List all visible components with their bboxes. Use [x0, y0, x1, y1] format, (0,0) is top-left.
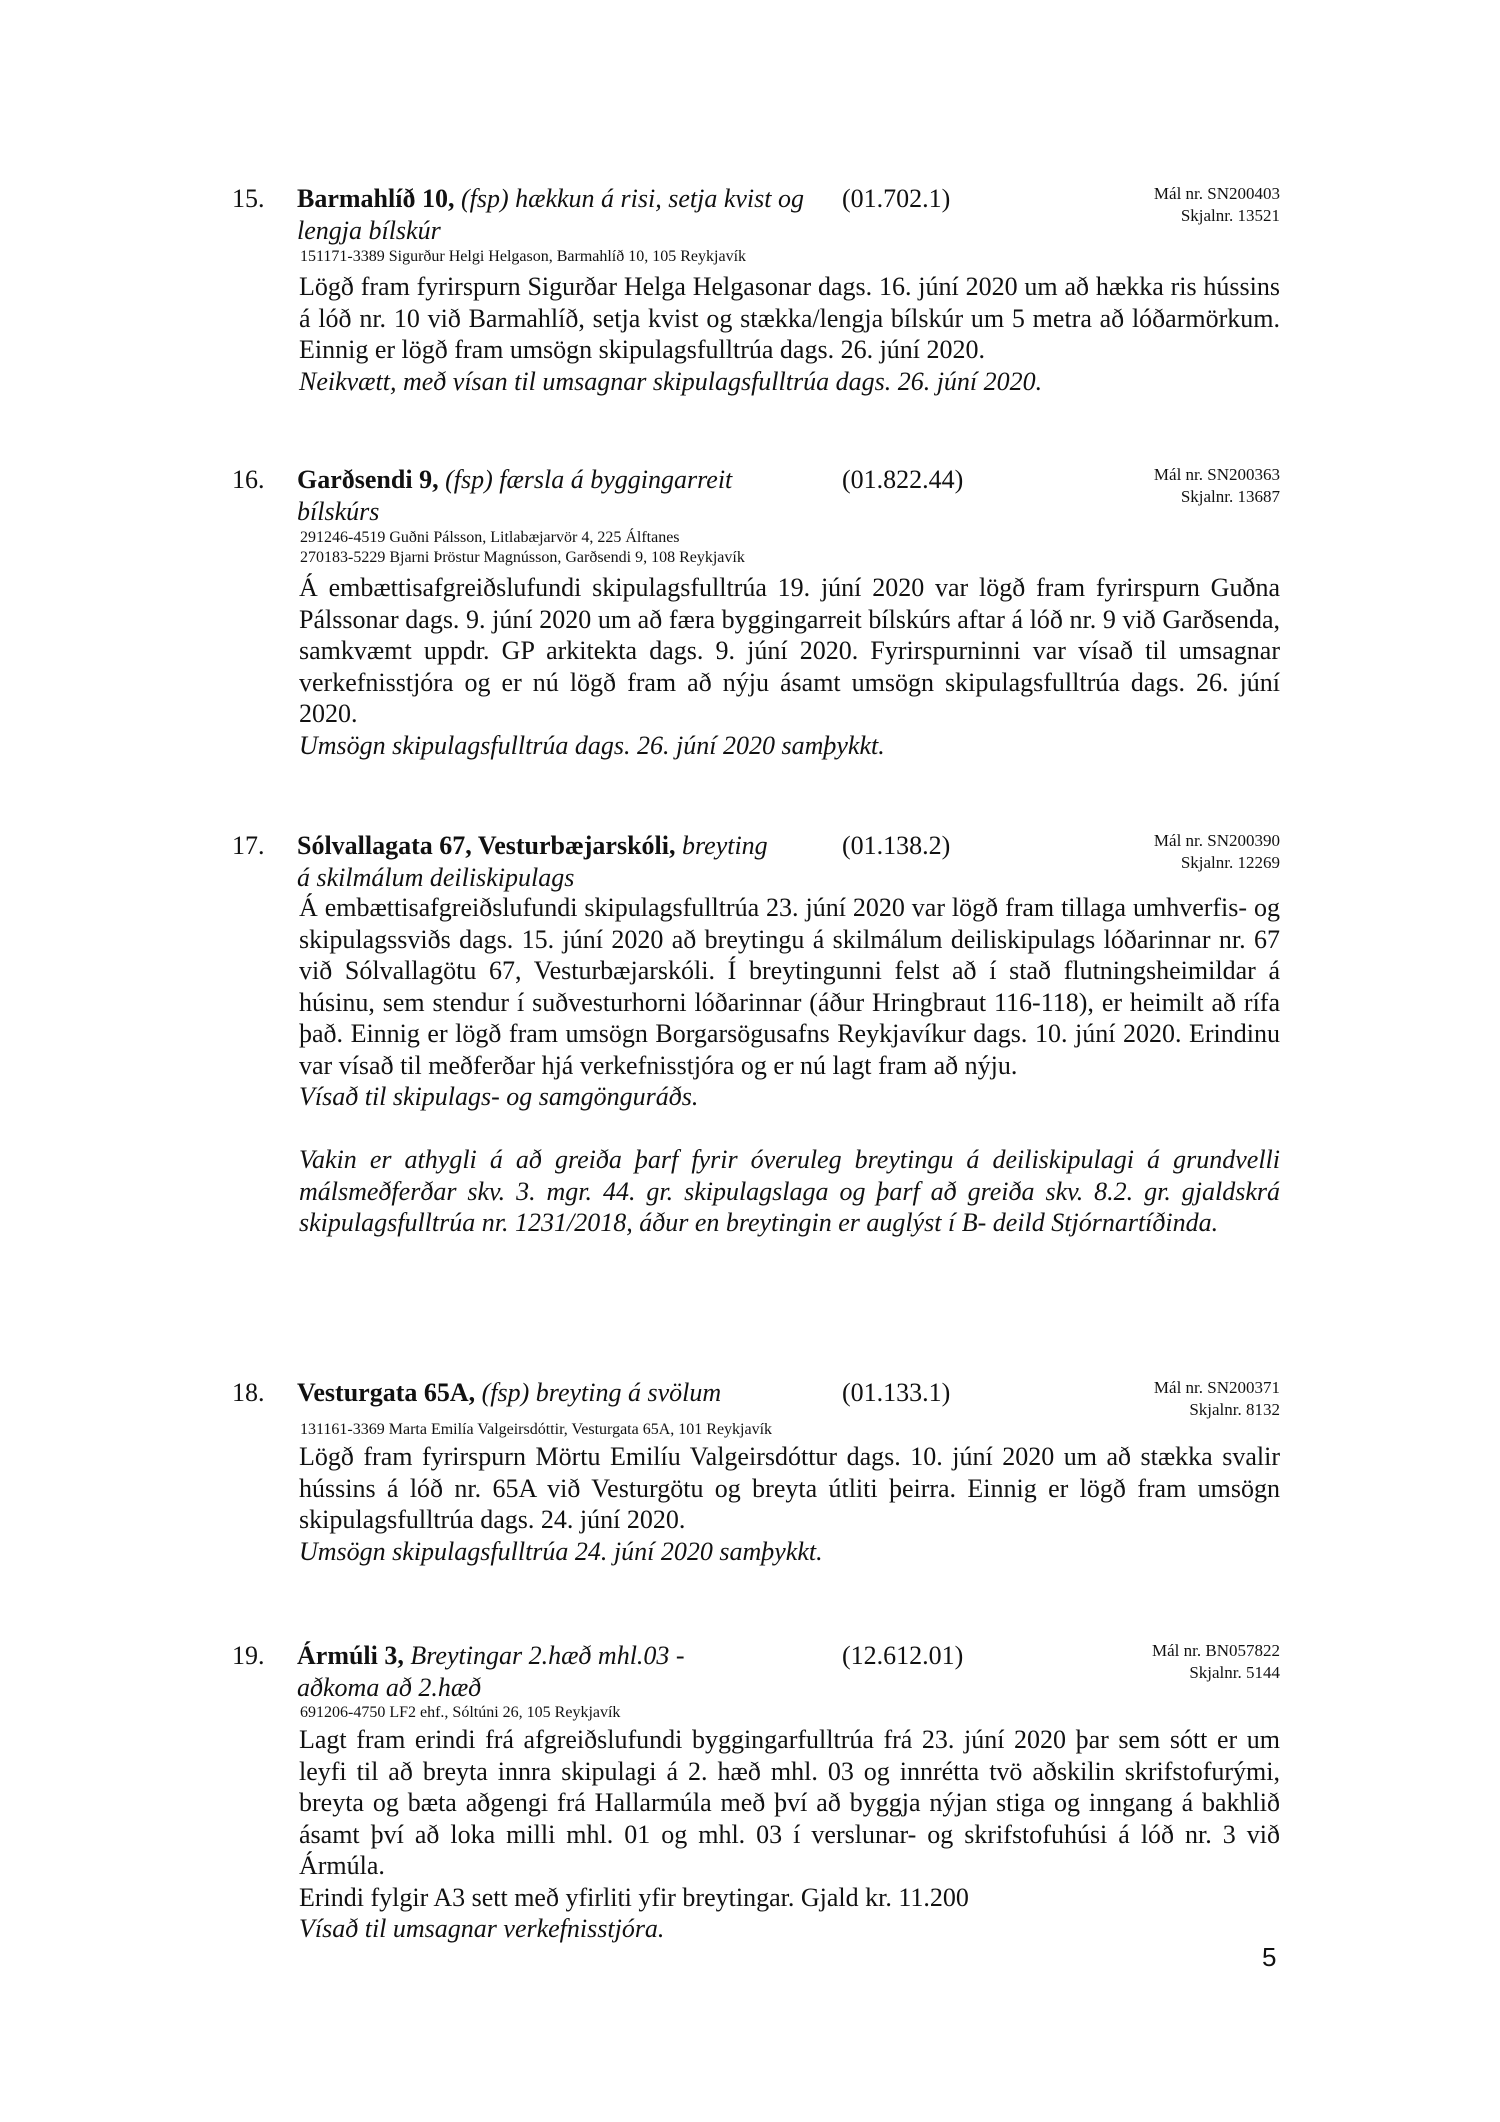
spacer — [299, 1113, 1280, 1145]
item-land-code: (01.133.1) — [842, 1378, 951, 1407]
item-subject: (fsp) hækkun á risi, setja kvist og lengja bílskúr — [297, 184, 804, 245]
item-paragraph: Lögð fram fyrirspurn Mörtu Emilíu Valgeirsdóttur dags. 10. júní 2020 um að stækka svalir hússins á lóð nr. 65A við Vesturgötu og breyta útliti þeirra. Einnig er lögð fram umsögn skipulagsfulltrúa dags. 24. júní 2020. — [299, 1442, 1280, 1534]
item-title — [297, 183, 817, 247]
page-number: 5 — [1262, 1942, 1277, 1972]
item-address: Vesturgata 65A, — [297, 1378, 476, 1407]
item-case-meta — [1154, 1377, 1280, 1421]
item-conclusion: Vísað til umsagnar verkefnisstjóra. — [299, 1914, 665, 1943]
item-paragraph: Erindi fylgir A3 sett með yfirliti yfir breytingar. Gjald kr. 11.200 — [299, 1882, 969, 1912]
item-number: 18. — [232, 1378, 265, 1407]
item-title — [297, 830, 777, 894]
item-number: 16. — [232, 465, 265, 494]
item-conclusion: Umsögn skipulagsfulltrúa 24. júní 2020 samþykkt. — [299, 1536, 823, 1566]
item-conclusion: Neikvætt, með vísan til umsagnar skipulagsfulltrúa dags. 26. júní 2020. — [299, 366, 1043, 396]
document-number: Skjalnr. 8132 — [1189, 1400, 1280, 1419]
item-number: 19. — [232, 1641, 265, 1670]
item-body — [299, 1441, 1280, 1567]
item-address: Barmahlíð 10, — [297, 184, 455, 213]
item-owners — [300, 1420, 772, 1440]
document-number: Skjalnr. 5144 — [1189, 1663, 1280, 1682]
item-paragraph: Lagt fram erindi frá afgreiðslufundi byggingarfulltrúa frá 23. júní 2020 þar sem sótt er um leyfi til að breyta innra skipulagi á 2. hæð mhl. 03 og innrétta tvö aðskilin skrifstofurými, breyta og bæta aðgengi frá Hallarmúla með því að byggja nýjan stiga og inngang á bakhlið ásamt því að loka milli mhl. 01 og mhl. 03 í verslunar- og skrifstofuhúsi á lóð nr. 3 við Ármúla. — [299, 1725, 1280, 1880]
owner-line: 131161-3369 Marta Emilía Valgeirsdóttir, Vesturgata 65A, 101 Reykjavík — [300, 1421, 773, 1438]
owner-line: 291246-4519 Guðni Pálsson, Litlabæjarvör 4, 225 Álftanes — [300, 529, 680, 546]
item-owners — [300, 528, 745, 568]
item-address: Garðsendi 9, — [297, 465, 439, 494]
item-conclusion: Umsögn skipulagsfulltrúa dags. 26. júní 2020 samþykkt. — [299, 730, 885, 760]
item-body — [299, 1724, 1280, 1945]
item-note: Vakin er athygli á að greiða þarf fyrir óveruleg breytingu á deiliskipulagi á grundvelli málsmeðferðar skv. 3. mgr. 44. gr. skipulagslaga og þarf að greiða skv. 8.2. gr. gjaldskrá skipulagsfulltrúa nr. 1231/2018, áður en breytingin er auglýst í B- deild Stjórnartíðinda. — [299, 1145, 1280, 1237]
item-title — [297, 464, 797, 528]
case-number: Mál nr. SN200371 — [1153, 1378, 1280, 1397]
item-case-meta — [1154, 183, 1280, 227]
item-subject: (fsp) breyting á svölum — [481, 1378, 722, 1407]
item-land-code: (01.138.2) — [842, 831, 951, 860]
item-paragraph: Á embættisafgreiðslufundi skipulagsfulltrúa 23. júní 2020 var lögð fram tillaga umhverfis- og skipulagssviðs dags. 15. júní 2020 að breytingu á skilmálum deiliskipulags lóðarinnar nr. 67 við Sólvallagötu 67, Vesturbæjarskóli. Í breytingunni felst að í stað flutningsheimildar á húsinu, sem stendur í suðvesturhorni lóðarinnar (áður Hringbraut 116-118), er heimilt að rífa það. Einnig er lögð fram umsögn Borgarsögusafns Reykjavíkur dags. 10. júní 2020. Erindinu var vísað til meðferðar hjá verkefnisstjóra og er nú lagt fram að nýju. — [299, 893, 1280, 1080]
item-number: 15. — [232, 184, 265, 213]
item-owners — [300, 1703, 620, 1723]
item-paragraph: Lögð fram fyrirspurn Sigurðar Helga Helgasonar dags. 16. júní 2020 um að hækka ris hússins á lóð nr. 10 við Barmahlíð, setja kvist og stækka/lengja bílskúr um 5 metra að lóðarmörkum. Einnig er lögð fram umsögn skipulagsfulltrúa dags. 26. júní 2020. — [299, 272, 1280, 364]
item-case-meta — [1154, 464, 1280, 508]
case-number: Mál nr. SN200363 — [1153, 465, 1280, 484]
document-number: Skjalnr. 13687 — [1180, 487, 1280, 506]
item-land-code: (12.612.01) — [842, 1641, 964, 1670]
item-number: 17. — [232, 831, 265, 860]
item-address: Ármúli 3, — [297, 1641, 404, 1670]
owner-line: 270183-5229 Bjarni Þröstur Magnússon, Garðsendi 9, 108 Reykjavík — [300, 549, 745, 566]
item-owners — [300, 247, 746, 267]
item-body — [299, 572, 1280, 761]
case-number: Mál nr. SN200403 — [1153, 184, 1280, 203]
item-subject: Breytingar 2.hæð mhl.03 - aðkoma að 2.hæð — [297, 1641, 685, 1702]
owner-line: 691206-4750 LF2 ehf., Sóltúni 26, 105 Reykjavík — [300, 1704, 621, 1721]
item-case-meta — [1152, 1640, 1280, 1684]
owner-line: 151171-3389 Sigurður Helgi Helgason, Barmahlíð 10, 105 Reykjavík — [300, 248, 747, 265]
item-body — [299, 892, 1280, 1239]
item-land-code: (01.702.1) — [842, 184, 951, 213]
item-address: Sólvallagata 67, Vesturbæjarskóli, — [297, 831, 676, 860]
item-title — [297, 1640, 737, 1704]
item-subject: breyting á skilmálum deiliskipulags — [297, 831, 768, 892]
document-number: Skjalnr. 12269 — [1180, 853, 1280, 872]
item-conclusion: Vísað til skipulags- og samgönguráðs. — [299, 1082, 699, 1111]
document-number: Skjalnr. 13521 — [1180, 206, 1280, 225]
case-number: Mál nr. BN057822 — [1152, 1641, 1280, 1660]
item-body — [299, 271, 1280, 397]
item-case-meta — [1154, 830, 1280, 874]
case-number: Mál nr. SN200390 — [1153, 831, 1280, 850]
item-paragraph: Á embættisafgreiðslufundi skipulagsfulltrúa 19. júní 2020 var lögð fram fyrirspurn Guðna Pálssonar dags. 9. júní 2020 um að færa byggingarreit bílskúrs aftar á lóð nr. 9 við Garðsenda, samkvæmt uppdr. GP arkitekta dags. 9. júní 2020. Fyrirspurninni var vísað til umsagnar verkefnisstjóra og er nú lögð fram að nýju ásamt umsögn skipulagsfulltrúa dags. 26. júní 2020. — [299, 573, 1280, 728]
item-land-code: (01.822.44) — [842, 465, 964, 494]
item-subject: (fsp) færsla á byggingarreit bílskúrs — [297, 465, 733, 526]
item-title — [297, 1377, 817, 1409]
